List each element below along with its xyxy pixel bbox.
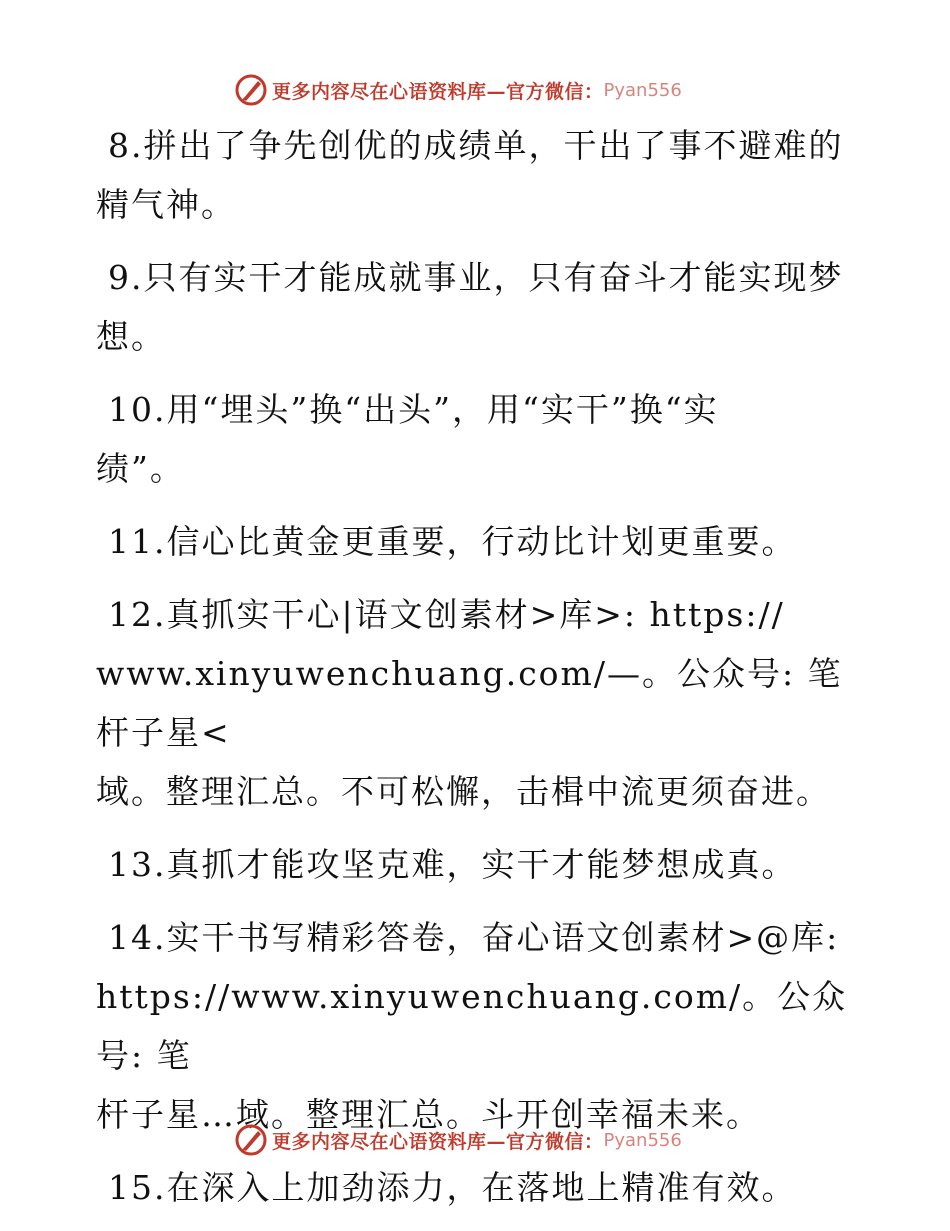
- list-item-line: 精气神。: [96, 185, 236, 224]
- banner-wechat-id: Pyan556: [603, 1129, 682, 1151]
- quill-logo-icon: [234, 1123, 268, 1157]
- quill-logo-icon: [234, 73, 268, 107]
- banner-text: 更多内容尽在心语资料库—官方微信：: [272, 80, 604, 103]
- banner-text: 更多内容尽在心语资料库—官方微信：: [272, 1130, 604, 1153]
- document-body: [96, 116, 856, 1231]
- list-item-line: 杆子星…域。整理汇总。斗开创幸福未来。: [96, 1095, 761, 1134]
- list-item: [96, 585, 856, 821]
- list-item-line: 域。整理汇总。不可松懈，击楫中流更须奋进。: [96, 772, 831, 811]
- list-item: [96, 1158, 856, 1217]
- list-item: [96, 380, 856, 498]
- list-item-line: https://www.xinyuwenchuang.com/。公众号: 笔: [96, 977, 848, 1075]
- list-item: [96, 908, 856, 1144]
- list-item-line: 15.在深入上加劲添力，在落地上精准有效。: [108, 1168, 797, 1207]
- list-item-line: 13.真抓才能攻坚克难，实干才能梦想成真。: [108, 845, 797, 884]
- list-item-line: 绩”。: [96, 449, 185, 488]
- header-banner: [234, 70, 714, 110]
- list-item: [96, 116, 856, 234]
- list-item-line: 12.真抓实干心|语文创素材>库>: https://: [108, 595, 785, 634]
- list-item: [96, 512, 856, 571]
- list-item-line: 14.实干书写精彩答卷，奋心语文创素材>@库:: [108, 918, 840, 957]
- list-item-line: 10.用“埋头”换“出头”，用“实干”换“实: [108, 390, 719, 429]
- list-item-line: 11.信心比黄金更重要，行动比计划更重要。: [108, 522, 797, 561]
- list-item-line: 8.拼出了争先创优的成绩单，干出了事不避难的: [108, 126, 844, 165]
- list-item-line: 9.只有实干才能成就事业，只有奋斗才能实现梦: [108, 258, 844, 297]
- banner-wechat-id: Pyan556: [603, 79, 682, 101]
- list-item-line: 想。: [96, 317, 166, 356]
- list-item: [96, 835, 856, 894]
- list-item: [96, 248, 856, 366]
- list-item-line: www.xinyuwenchuang.com/—。公众号: 笔杆子星<: [96, 654, 843, 752]
- footer-banner: [234, 1120, 714, 1160]
